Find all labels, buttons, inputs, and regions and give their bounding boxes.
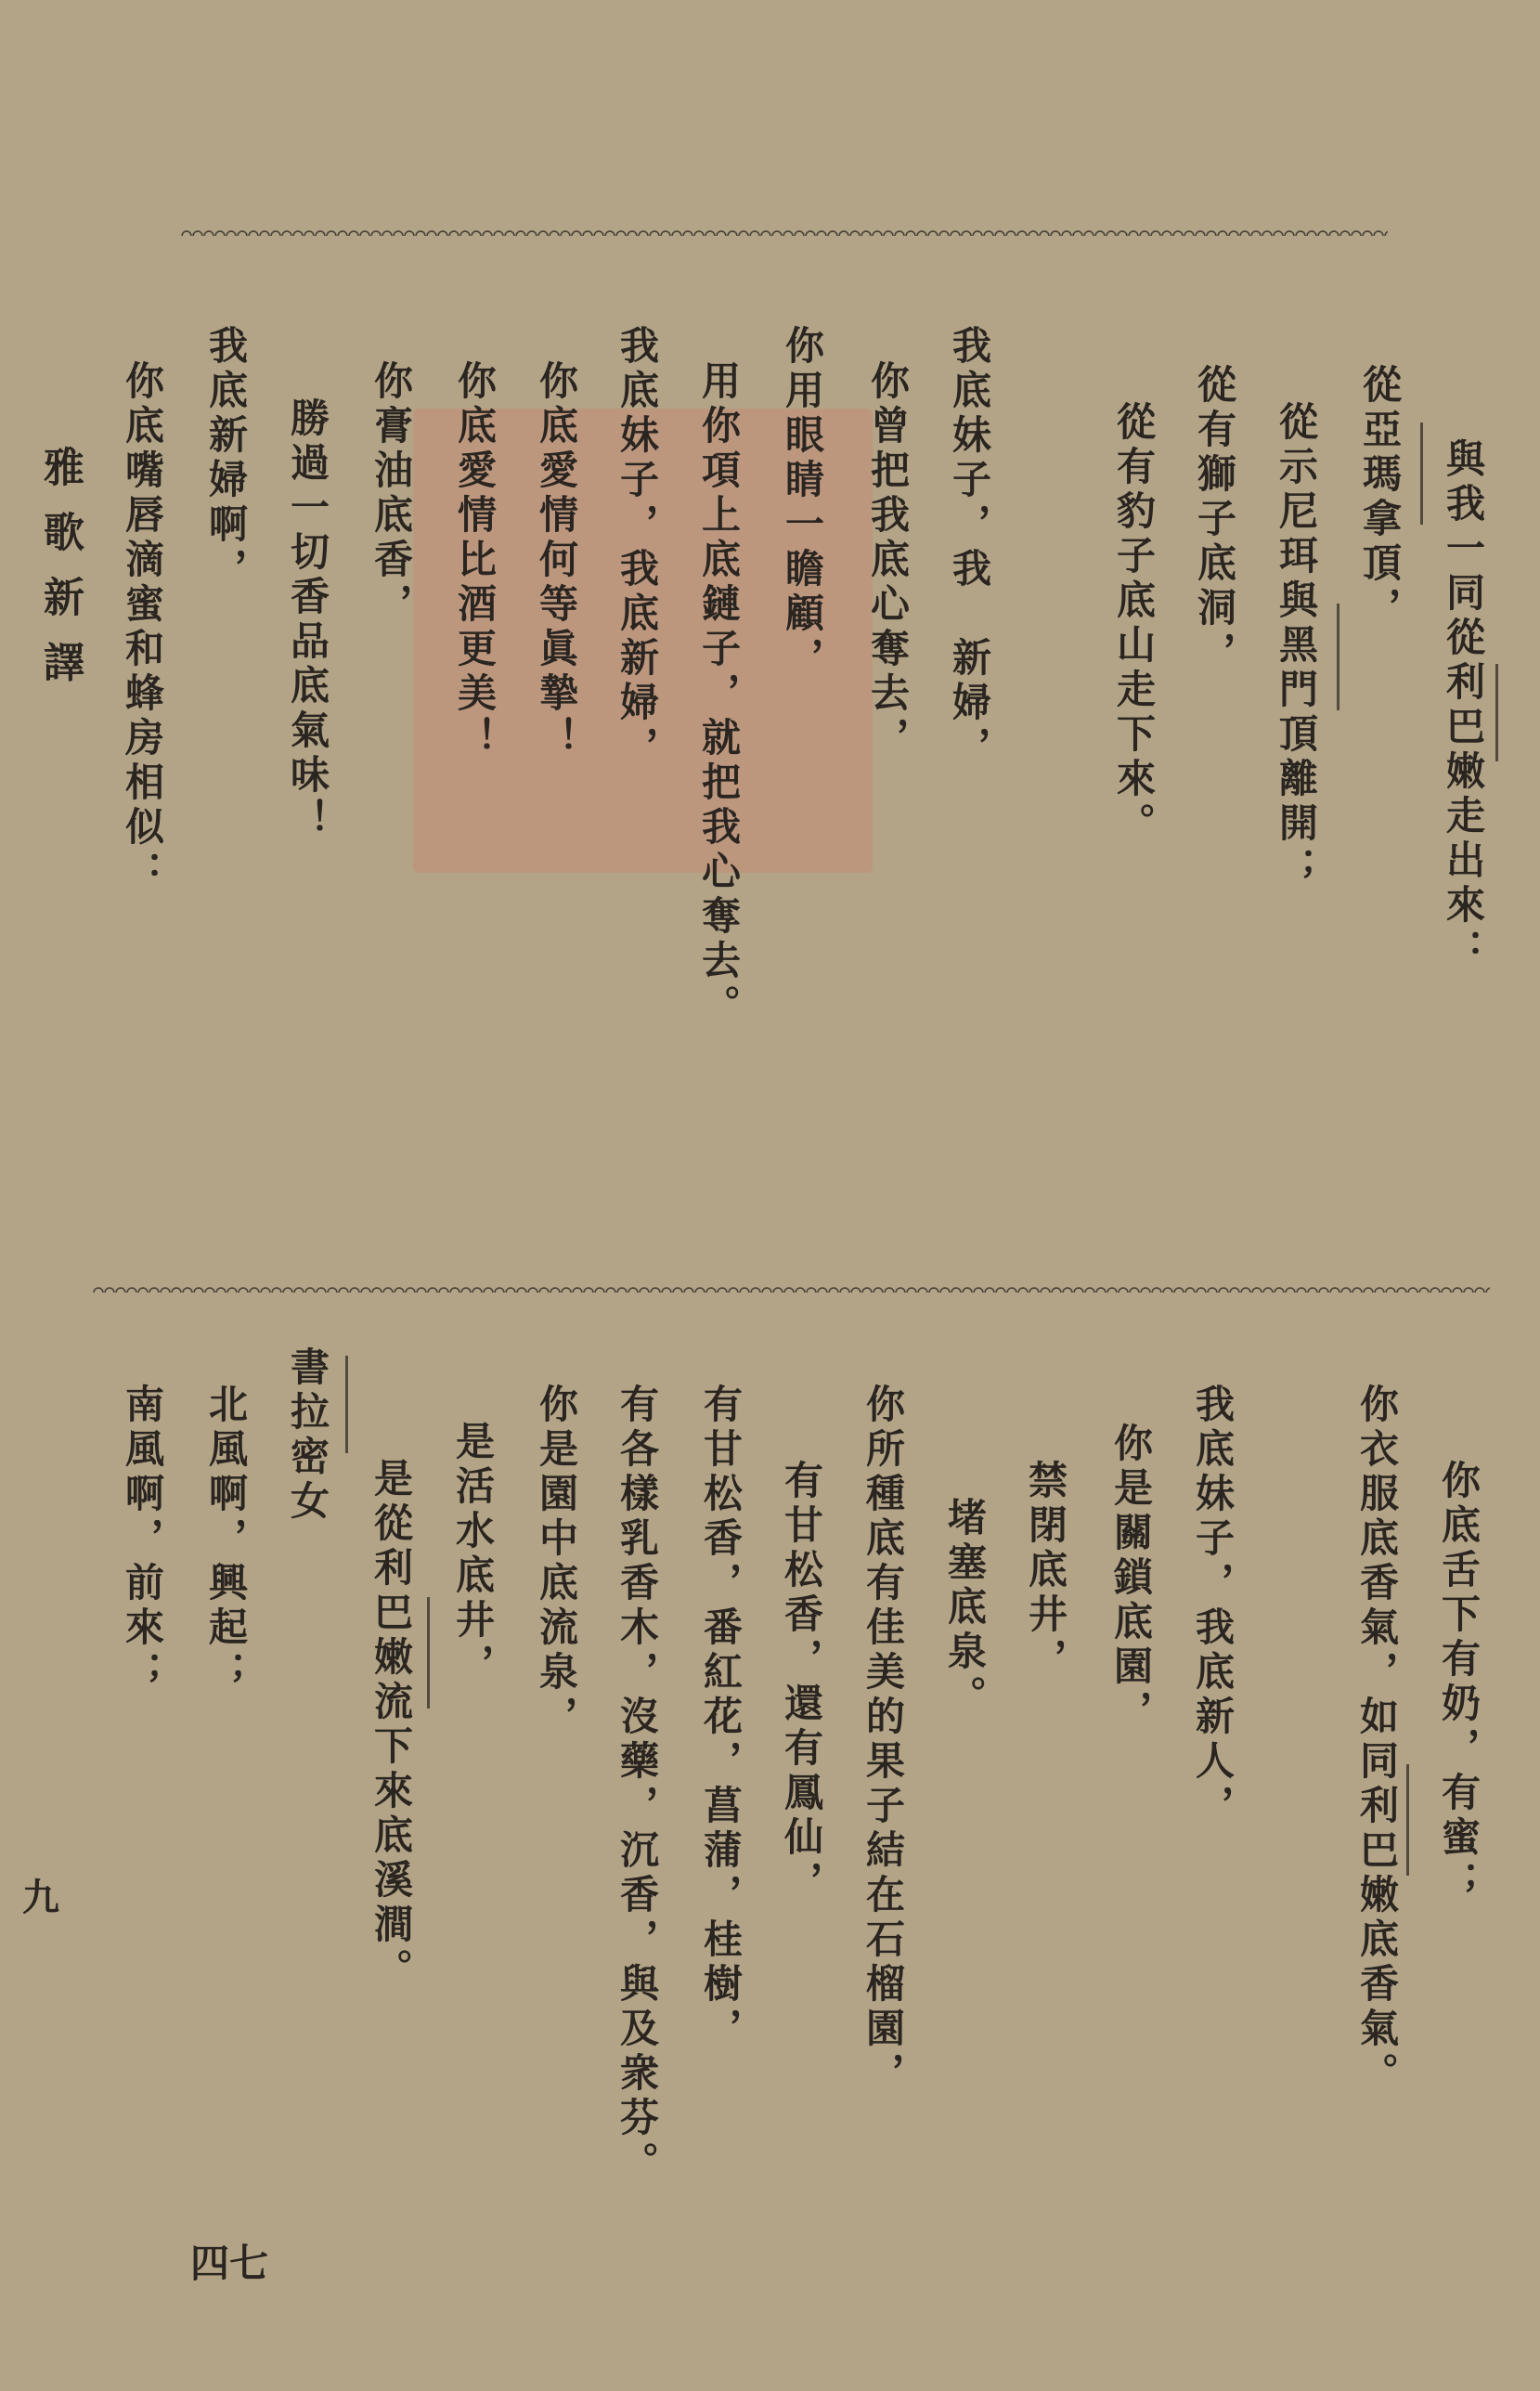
verse-line: 我底妹子，我底新婦， <box>615 325 660 771</box>
verse-line: 你底舌下有奶，有蜜； <box>1436 1460 1482 1905</box>
proper-name-mark <box>1420 422 1423 525</box>
proper-name-mark <box>345 1356 348 1453</box>
verse-line: 有各樣乳香木，沒藥，沉香，與及衆芬。 <box>615 1384 660 2186</box>
verse-line: 你是關鎖底園， <box>1108 1423 1154 1735</box>
proper-name-mark <box>427 1597 430 1709</box>
verse-line: 你衣服底香氣，如同利巴嫩底香氣。 <box>1354 1384 1400 2097</box>
verse-line: 北風啊，興起； <box>203 1384 249 1696</box>
verse-line: 你所種底有佳美的果子結在石榴園， <box>861 1384 906 2097</box>
proper-name-mark <box>1337 604 1339 710</box>
verse-line: 你用眼睛一瞻顧， <box>780 325 825 682</box>
verse-line: 我底妹子，我底新人， <box>1190 1384 1236 1829</box>
middle-wavy-divider <box>93 1283 1490 1293</box>
verse-line: 堵塞底泉。 <box>942 1497 988 1720</box>
verse-line: 從亞瑪拿頂， <box>1357 364 1403 631</box>
top-wavy-divider <box>181 227 1388 236</box>
verse-line: 從有獅子底洞， <box>1192 364 1237 676</box>
verse-line: 你底愛情何等眞摯！ <box>534 360 579 761</box>
verse-line: 你底愛情比酒更美！ <box>452 360 498 761</box>
verse-line: 是活水底井， <box>450 1421 496 1688</box>
verse-line: 你是園中底流泉， <box>534 1384 579 1740</box>
verse-line: 我底妹子，我 新婦， <box>947 325 992 771</box>
proper-name-mark <box>1406 1764 1409 1876</box>
verse-line: 有甘松香，番紅花，菖蒲，桂樹， <box>698 1384 744 2052</box>
verse-line: 從示尼珥與黑門頂離開； <box>1274 401 1319 891</box>
verse-line: 我底新婦啊， <box>203 325 249 592</box>
verse-line: 勝過一切香品底氣味！ <box>285 397 330 843</box>
verse-line: 你曾把我底心奪去， <box>865 360 911 761</box>
page-number-corner: 四七 <box>190 2241 269 2286</box>
verse-line: 你底嘴唇滴蜜和蜂房相似： <box>120 360 165 895</box>
proper-name-mark <box>1495 664 1498 761</box>
verse-line: 南風啊，前來； <box>120 1384 165 1696</box>
verse-line: 是從利巴嫩流下來底溪澗。 <box>369 1458 414 1993</box>
verse-line: 有甘松香，還有鳳仙， <box>779 1460 824 1905</box>
verse-line: 你膏油底香， <box>369 360 414 628</box>
book-title: 雅歌新譯 <box>36 446 84 706</box>
verse-line: 禁閉底井， <box>1023 1460 1068 1683</box>
verse-line: 與我一同從利巴嫩走出來： <box>1441 438 1486 973</box>
page-number-chinese: 九 <box>22 1876 59 1919</box>
verse-line: 用你項上底鏈子，就把我心奪去。 <box>696 360 742 1029</box>
verse-line: 書拉密女 <box>285 1346 330 1525</box>
verse-line: 從有豹子底山走下來。 <box>1111 401 1157 847</box>
